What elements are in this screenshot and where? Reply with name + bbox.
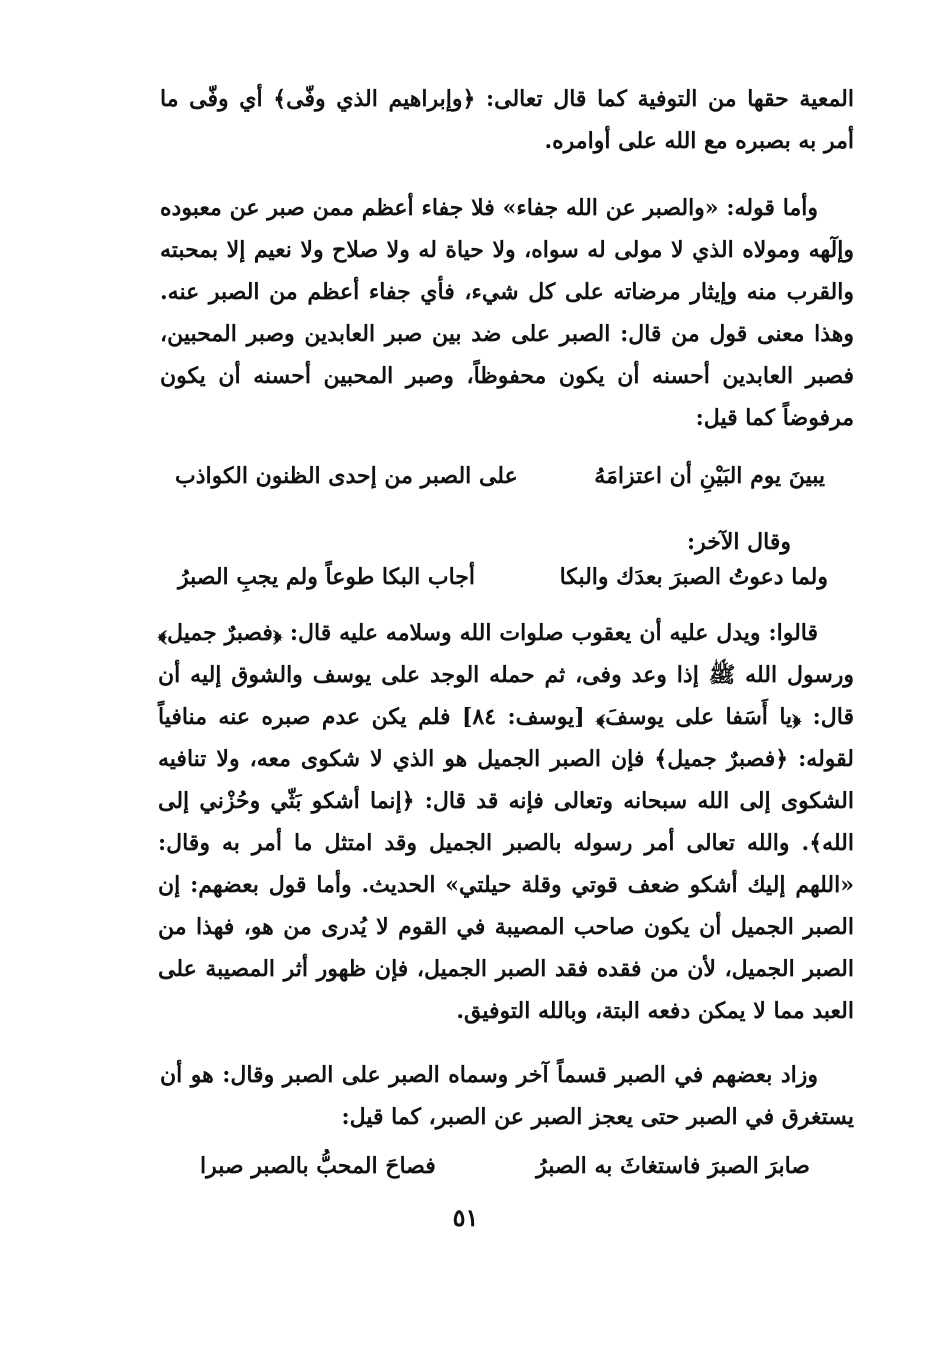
verse-3-first-hemistich: صابرَ الصبرَ فاستغاثَ به الصبرُ bbox=[536, 1153, 810, 1179]
verse-intro: وقال الآخر: bbox=[686, 529, 791, 555]
verse-1-first-hemistich: يبينَ يوم البَيْنِ أن اعتزامَهُ bbox=[594, 463, 825, 489]
page-number: ٥١ bbox=[452, 1203, 479, 1232]
paragraph-2: وأما قوله: «والصبر عن الله جفاء» فلا جفاء أعظم ممن صبر عن معبوده وإلٓهه ومولاه الذي لا مولى له سواه، ولا حياة له ولا صلاح ولا نعيم إلا بمحبته والقرب منه وإيثار مرضاته على كل شيء، فأي جفاء أعظم من الصبر عنه. وهذا معنى قول من قال: الصبر على ضد بين صبر العابدين وصبر المحبين، فصبر العابدين أحسنه أن يكون محفوظاً، وصبر المحبين أحسنه أن يكون مرفوضاً كما قيل: bbox=[160, 195, 854, 431]
verse-2 bbox=[178, 556, 828, 598]
verse-3-second-hemistich: فصاحَ المحبُّ بالصبر صبرا bbox=[200, 1153, 436, 1179]
verse-1 bbox=[175, 455, 825, 497]
paragraph-4: وزاد بعضهم في الصبر قسماً آخر وسماه الصبر على الصبر وقال: هو أن يستغرق في الصبر حتى يعجز الصبر عن الصبر، كما قيل: bbox=[160, 1062, 854, 1130]
verse-2-second-hemistich: أجاب البكا طوعاً ولم يجبِ الصبرُ bbox=[178, 564, 475, 590]
paragraph-1: المعية حقها من التوفية كما قال تعالى: ﴿وإبراهيم الذي وفّى﴾ أي وفّى ما أمر به بصبره مع الله على أوامره. bbox=[160, 86, 854, 154]
verse-2-first-hemistich: ولما دعوتُ الصبرَ بعدَك والبكا bbox=[559, 564, 828, 590]
verse-3 bbox=[200, 1145, 810, 1187]
paragraph-3: قالوا: ويدل عليه أن يعقوب صلوات الله وسلامه عليه قال: ﴿فصبرٌ جميل﴾ ورسول الله ﷺ إذا وعد وفى، ثم حمله الوجد على يوسف والشوق إليه أن قال: ﴿يا أَسَفا على يوسفَ﴾ [يوسف: ٨٤] فلم يكن عدم صبره عنه منافياً لقوله: ﴿فصبرٌ جميل﴾ فإن الصبر الجميل هو الذي لا شكوى معه، ولا تنافيه الشكوى إلى الله سبحانه وتعالى فإنه قد قال: ﴿إنما أشكو بَثّي وحُزْني إلى الله﴾. والله تعالى أمر رسوله بالصبر الجميل وقد امتثل ما أمر به وقال: «اللهم إليك أشكو ضعف قوتي وقلة حيلتي» الحديث. وأما قول بعضهم: إن الصبر الجميل أن يكون صاحب المصيبة في القوم لا يُدرى من هو، فهذا من الصبر الجميل، لأن من فقده فقد الصبر الجميل، فإن ظهور أثر المصيبة على العبد مما لا يمكن دفعه البتة، وبالله التوفيق. bbox=[158, 620, 854, 1024]
verse-1-second-hemistich: على الصبر من إحدى الظنون الكواذب bbox=[175, 463, 518, 489]
